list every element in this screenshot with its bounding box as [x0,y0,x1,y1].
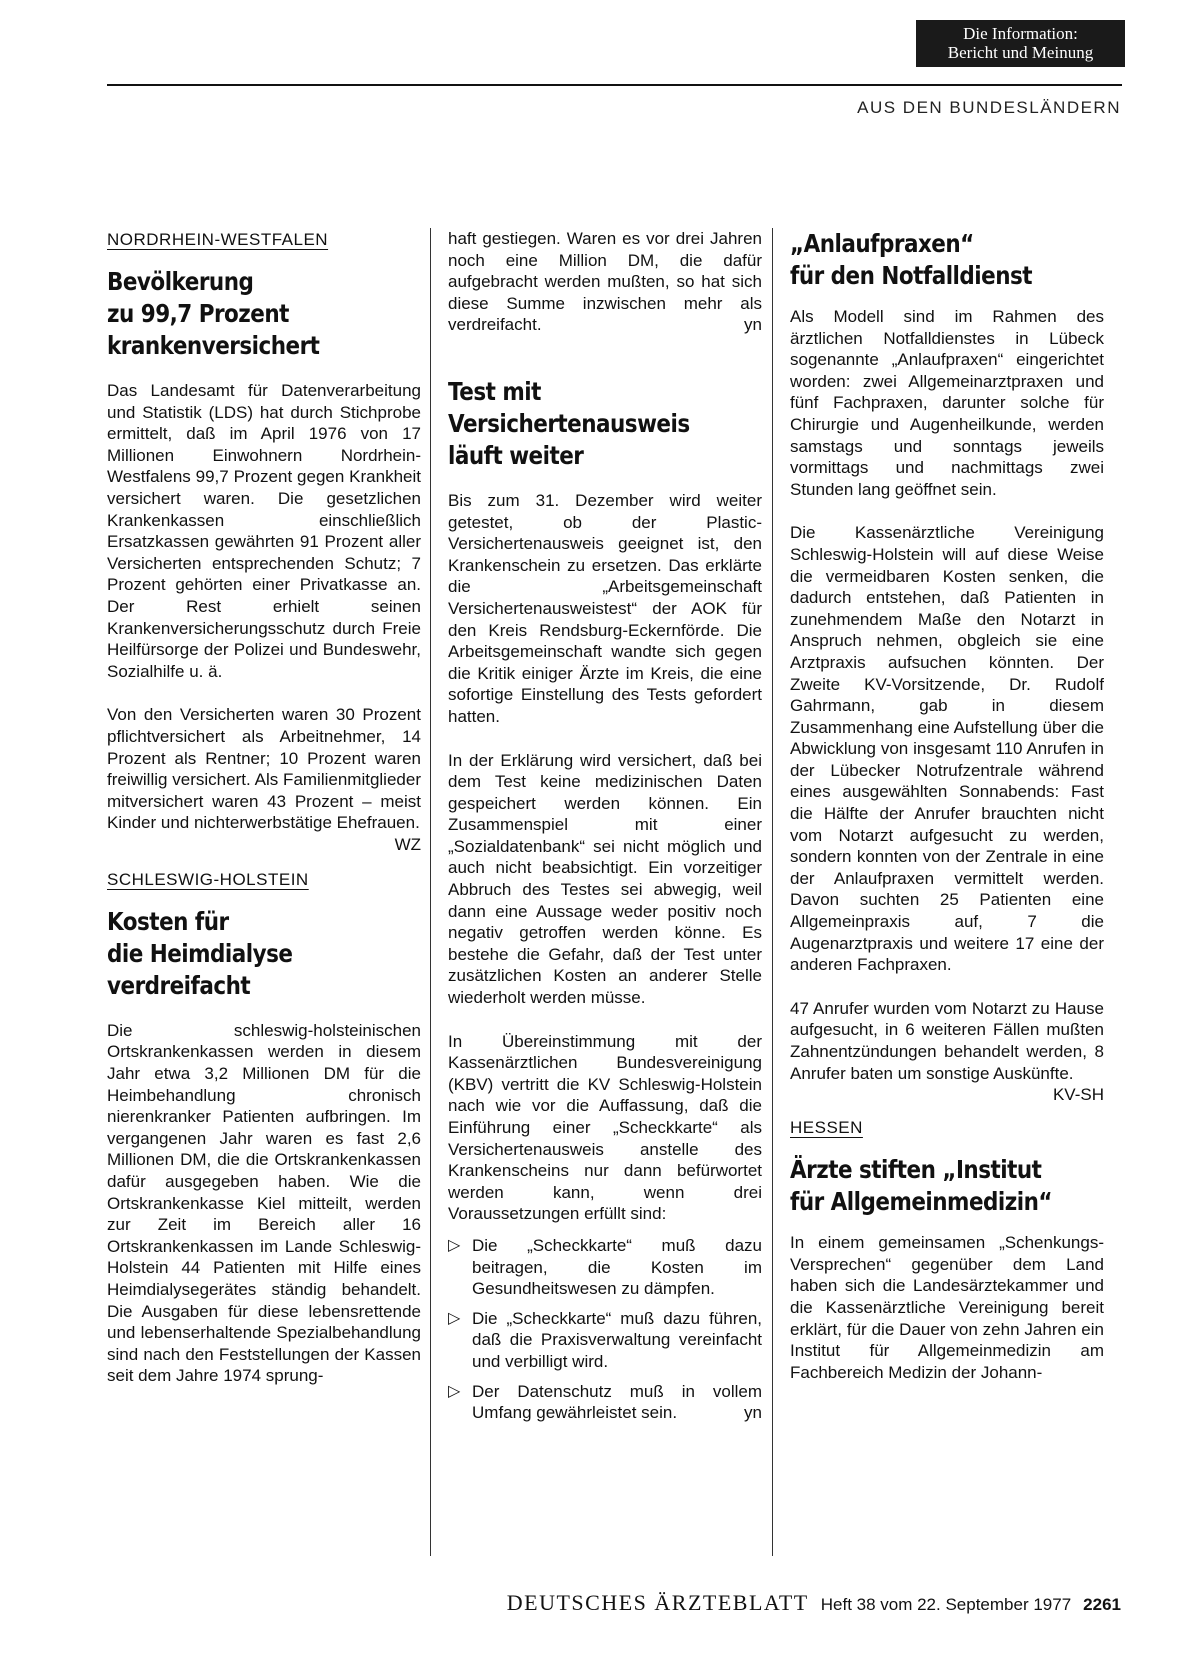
column-divider-1 [430,228,431,1556]
rubric-line-1: Die Information: [963,24,1078,43]
magazine-name: DEUTSCHES ÄRZTEBLATT [506,1590,809,1615]
triangle-bullet-icon: ▷ [448,1382,461,1400]
article-paragraph: Bis zum 31. Dezember wird weiter getestet, ob der Plastic-Versichertenausweis geeignet ist, den Krankenschein zu ersetzen. Das erklärte die „Arbeitsgemeinschaft Versichertenausweistest“ der AOK für den Kreis Rendsburg-Eckernförde. Die Arbeitsgemeinschaft wandte sich gegen die Kritik einiger Ärzte im Kreis, die eine sofortige Einstellung des Tests gefordert hatten. [448,490,762,726]
headline-line: für den Notfalldienst [790,261,1033,290]
headline-line: Versichertenausweis [448,408,690,438]
list-item-text: Der Datenschutz muß in vollem Umfang gewährleistet sein. [472,1381,762,1423]
section-label: AUS DEN BUNDESLÄNDERN [857,98,1121,117]
headline-anlaufpraxen [790,228,1100,292]
article-paragraph: In der Erklärung wird versichert, daß bei dem Test keine medizinischen Daten gespeichert werden können. Ein Zusammenspiel mit einer „Sozialdatenbank“ sei nicht möglich und auch nicht beabsichtigt. Ein vorzeitiger Abbruch des Testes sei abwegig, weil dann eine Aussage weder positiv noch negativ getroffen werden könne. Es bestehe die Gefahr, daß der Test unter zusätzlichen Kosten an anderer Stelle wiederholt werden müsse. [448,750,762,1008]
article-paragraph: In Übereinstimmung mit der Kassenärztlichen Bundesvereinigung (KBV) vertritt die KV Schleswig-Holstein nach wie vor die Auffassung, daß die Einführung einer „Scheckkarte“ als Versichertenausweis anstelle des Krankenscheins nur dann befürwortet werden kann, wenn drei Voraussetzungen erfüllt sind: [448,1031,762,1224]
article-paragraph: Die schleswig-holsteinischen Ortskrankenkassen werden in diesem Jahr etwa 3,2 Millionen DM für die Heimbehandlung chronisch nierenkranker Patienten aufbringen. Im vergangenen Jahr waren es fast 2,6 Millionen DM, die die Ortskrankenkassen dafür ausgegeben haben. Wie die Ortskrankenkasse Kiel mitteilt, werden zur Zeit im Bereich aller 16 Ortskrankenkassen im Lande Schleswig-Holstein 44 Patienten mit Hilfe eines Heimdialysegerätes ständig behandelt. Die Ausgaben für diese lebensrettende und lebenserhaltende Spezialbehandlung sind nach den Feststellungen der Kassen seit dem Jahre 1974 sprung- [107,1020,421,1386]
list-item [448,1308,762,1373]
headline-line: krankenversichert [107,331,320,360]
author-signature: KV-SH [1052,1085,1104,1105]
column-1 [107,228,421,1387]
issue-info: Heft 38 vom 22. September 1977 [820,1595,1072,1614]
paragraph-text: Von den Versicherten waren 30 Prozent pflichtversichert als Arbeitnehmer, 14 Prozent als Rentner; 10 Prozent waren freiwillig versichert. Als Familienmitglieder mitversichert waren 43 Prozent – meist Kinder und nichterwerbstätige Ehefrauen. [107,705,421,833]
headline-line: die Heimdialyse [107,938,293,968]
article-paragraph: In einem gemeinsamen „Schenkungs-Versprechen“ gegenüber dem Land haben sich die Landesärztekammer und die Kassenärztliche Vereinigung bereit erklärt, für die Dauer von zehn Jahren ein Institut für Allgemeinmedizin am Fachbereich Medizin der Johann- [790,1233,1104,1382]
article-paragraph: Als Modell sind im Rahmen des ärztlichen Notfalldienstes in Lübeck sogenannte „Anlaufpraxen“ eingerichtet worden: zwei Allgemeinarztpraxen und fünf Fachpraxen, darunter solche für Chirurgie und Augenheilkunde, werden samstags und sonntags jeweils vormittags und nachmittags zwei Stunden lang geöffnet sein. [790,307,1104,499]
paragraph-text: haft gestiegen. Waren es vor drei Jahren noch eine Million DM, die dafür aufgebracht werden mußten, so hat sich diese Summe inzwischen mehr als verdreifacht. [448,229,762,335]
column-divider-2 [772,228,773,1556]
article-paragraph: Das Landesamt für Datenverarbeitung und Statistik (LDS) hat durch Stichprobe ermittelt, daß im April 1976 von 17 Millionen Einwohnern Nordrhein-Westfalens 99,7 Prozent gegen Krankheit versichert waren. Die gesetzlichen Krankenkassen einschließlich Ersatzkassen gewährten 91 Prozent aller Versicherten entsprechenden Schutz; 7 Prozent gehörten einer Privatkasse an. Der Rest erhielt seinen Krankenversicherungsschutz durch Freie Heilfürsorge der Polizei und Bundeswehr, Sozialhilfe u. ä. [107,381,421,681]
list-item [448,1235,762,1300]
author-signature: WZ [394,834,421,854]
list-item-text: Die „Scheckkarte“ muß dazu beitragen, die Kosten im Gesundheitswesen zu dämpfen. [472,1235,762,1299]
headline-line: zu 99,7 Prozent [107,299,289,328]
paragraph-text: 47 Anrufer wurden vom Notarzt zu Hause aufgesucht, in 6 weiteren Fällen mußten Zahnentzündungen behandelt werden, 8 Anrufer baten um sonstige Auskünfte. [790,998,1104,1083]
headline-line: Ärzte stiften „Institut [790,1155,1042,1185]
article-paragraph-continued [448,228,762,336]
column-2 [448,228,762,1424]
page-number: 2261 [1083,1595,1121,1614]
article-paragraph [790,998,1104,1105]
headline-line: für Allgemeinmedizin“ [790,1187,1052,1217]
headline-line: Kosten für [107,906,229,936]
column-3 [790,228,1104,1383]
triangle-bullet-icon: ▷ [448,1236,461,1254]
rubric-line-2: Bericht und Meinung [947,43,1094,62]
header-rule [107,84,1122,86]
headline-nrw [107,266,417,362]
article-paragraph [107,704,421,854]
headline-versichertenausweis [448,376,758,472]
author-signature: yn [744,1403,762,1423]
rubric-badge [916,20,1125,67]
list-item-text: Die „Scheckkarte“ muß dazu führen, daß die Praxisverwaltung vereinfacht und verbilligt wird. [472,1308,762,1371]
headline-line: Bevölkerung [107,267,254,296]
headline-institut [790,1154,1100,1218]
list-item [448,1381,762,1424]
page-footer [507,1590,1121,1616]
headline-line: verdreifacht [107,970,251,1000]
headline-line: läuft weiter [448,440,584,470]
requirements-list [448,1235,762,1424]
region-kicker-sh: SCHLESWIG-HOLSTEIN [107,869,309,889]
headline-line: „Anlaufpraxen“ [790,229,974,258]
author-signature: yn [744,315,762,335]
triangle-bullet-icon: ▷ [448,1309,461,1327]
headline-heimdialyse [107,906,417,1002]
article-paragraph: Die Kassenärztliche Vereinigung Schleswig-Holstein will auf diese Weise die vermeidbaren Kosten senken, die dadurch entstehen, daß Patienten in zunehmendem Maße den Notarzt in Anspruch nehmen, obgleich sie eine Arztpraxis aufsuchen könnten. Der Zweite KV-Vorsitzende, Dr. Rudolf Gahrmann, gab in diesem Zusammenhang eine Aufstellung über die Abwicklung von insgesamt 110 Anrufen in der Lübecker Notrufzentrale während eines ausgewählten Sonnabends: Fast die Hälfte der Anrufer brauchten nicht vom Notarzt aufgesucht zu werden, sondern konnten von der Zentrale in eine der Anlaufpraxen vermittelt werden. Davon suchten 25 Patienten eine Allgemeinpraxis auf, 7 die Augenarztpraxis und weitere 17 eine der anderen Fachpraxen. [790,523,1104,975]
region-kicker-nrw: NORDRHEIN-WESTFALEN [107,230,329,249]
region-kicker-hessen: HESSEN [790,1118,863,1138]
headline-line: Test mit [448,376,541,406]
